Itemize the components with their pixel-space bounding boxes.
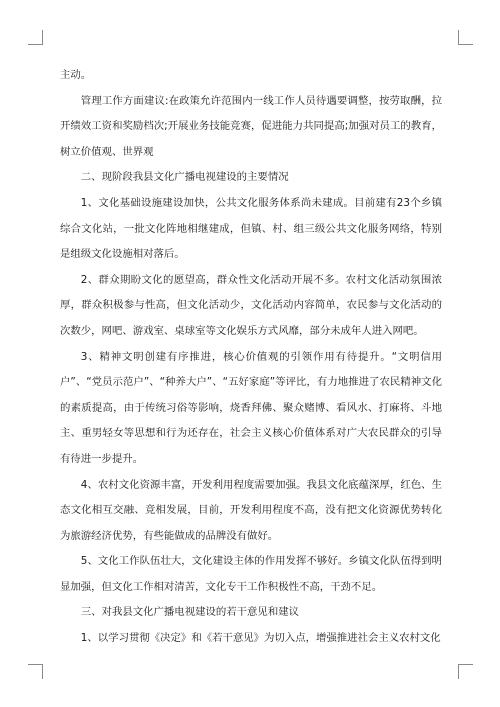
paragraph-item-3: 3、精神文明创建有序推进，核心价值观的引领作用有待提升。“文明信用户”、“党员示范户”、“种养大户”、“五好家庭”等评比，有力地推进了农民精神文化的素质提高，由于传统习俗等影响，烧香拜佛、聚众赌博、看风水、打麻将、斗地主、重男轻女等思想和行为还存在，社会主义核心价值体系对广大农民群众的引导有待进一步提升。 (60, 350, 442, 465)
document-body (60, 63, 442, 652)
paragraph-item-1: 1、文化基础设施建设加快，公共文化服务体系尚未建成。目前建有23个乡镇综合文化站，一批文化阵地相继建成，但镇、村、组三级公共文化服务网络，特别是组级文化设施相对落后。 (60, 196, 442, 261)
paragraph-item-2: 2、群众期盼文化的愿望高，群众性文化活动开展不多。农村文化活动氛围浓厚，群众积极参与性高，但文化活动少，文化活动内容简单，农民参与文化活动的次数少，网吧、游戏室、桌球室等文化娱乐方式风靡，部分未成年人进入网吧。 (60, 273, 442, 337)
paragraph-suggestion-1: 1、以学习贯彻《决定》和《若干意见》为切入点，增强推进社会主义农村文化 (80, 632, 441, 645)
paragraph-item-4: 4、农村文化资源丰富，开发利用程度需要加强。我县文化底蕴深厚，红色、生态文化相互交融、竞相发展，目前，开发利用程度不高，没有把文化资源优势转化为旅游经济优势，有些能做成的品牌没有做好。 (60, 478, 442, 542)
crop-mark-top-right (458, 30, 473, 45)
section-heading-current-situation: 二、现阶段我县文化广播电视建设的主要情况 (80, 171, 289, 184)
paragraph-continuation: 主动。 (60, 69, 92, 81)
section-heading-suggestions: 三、对我县文化广播电视建设的若干意见和建议 (80, 606, 299, 619)
crop-mark-bottom-right (458, 664, 473, 679)
paragraph-item-5: 5、文化工作队伍壮大，文化建设主体的作用发挥不够好。乡镇文化队伍得到明显加强，但文化工作相对清苦，文化专干工作积极性不高，干劲不足。 (60, 555, 442, 593)
crop-mark-bottom-left (28, 664, 43, 679)
paragraph-management-suggestions: 管理工作方面建议:在政策允许范围内一线工作人员待遇要调整，按劳取酬，拉开绩效工资和奖励档次;开展业务技能竞赛，促进能力共同提高;加强对员工的教育，树立价值观、世界观 (60, 94, 442, 158)
crop-mark-top-left (28, 30, 43, 45)
